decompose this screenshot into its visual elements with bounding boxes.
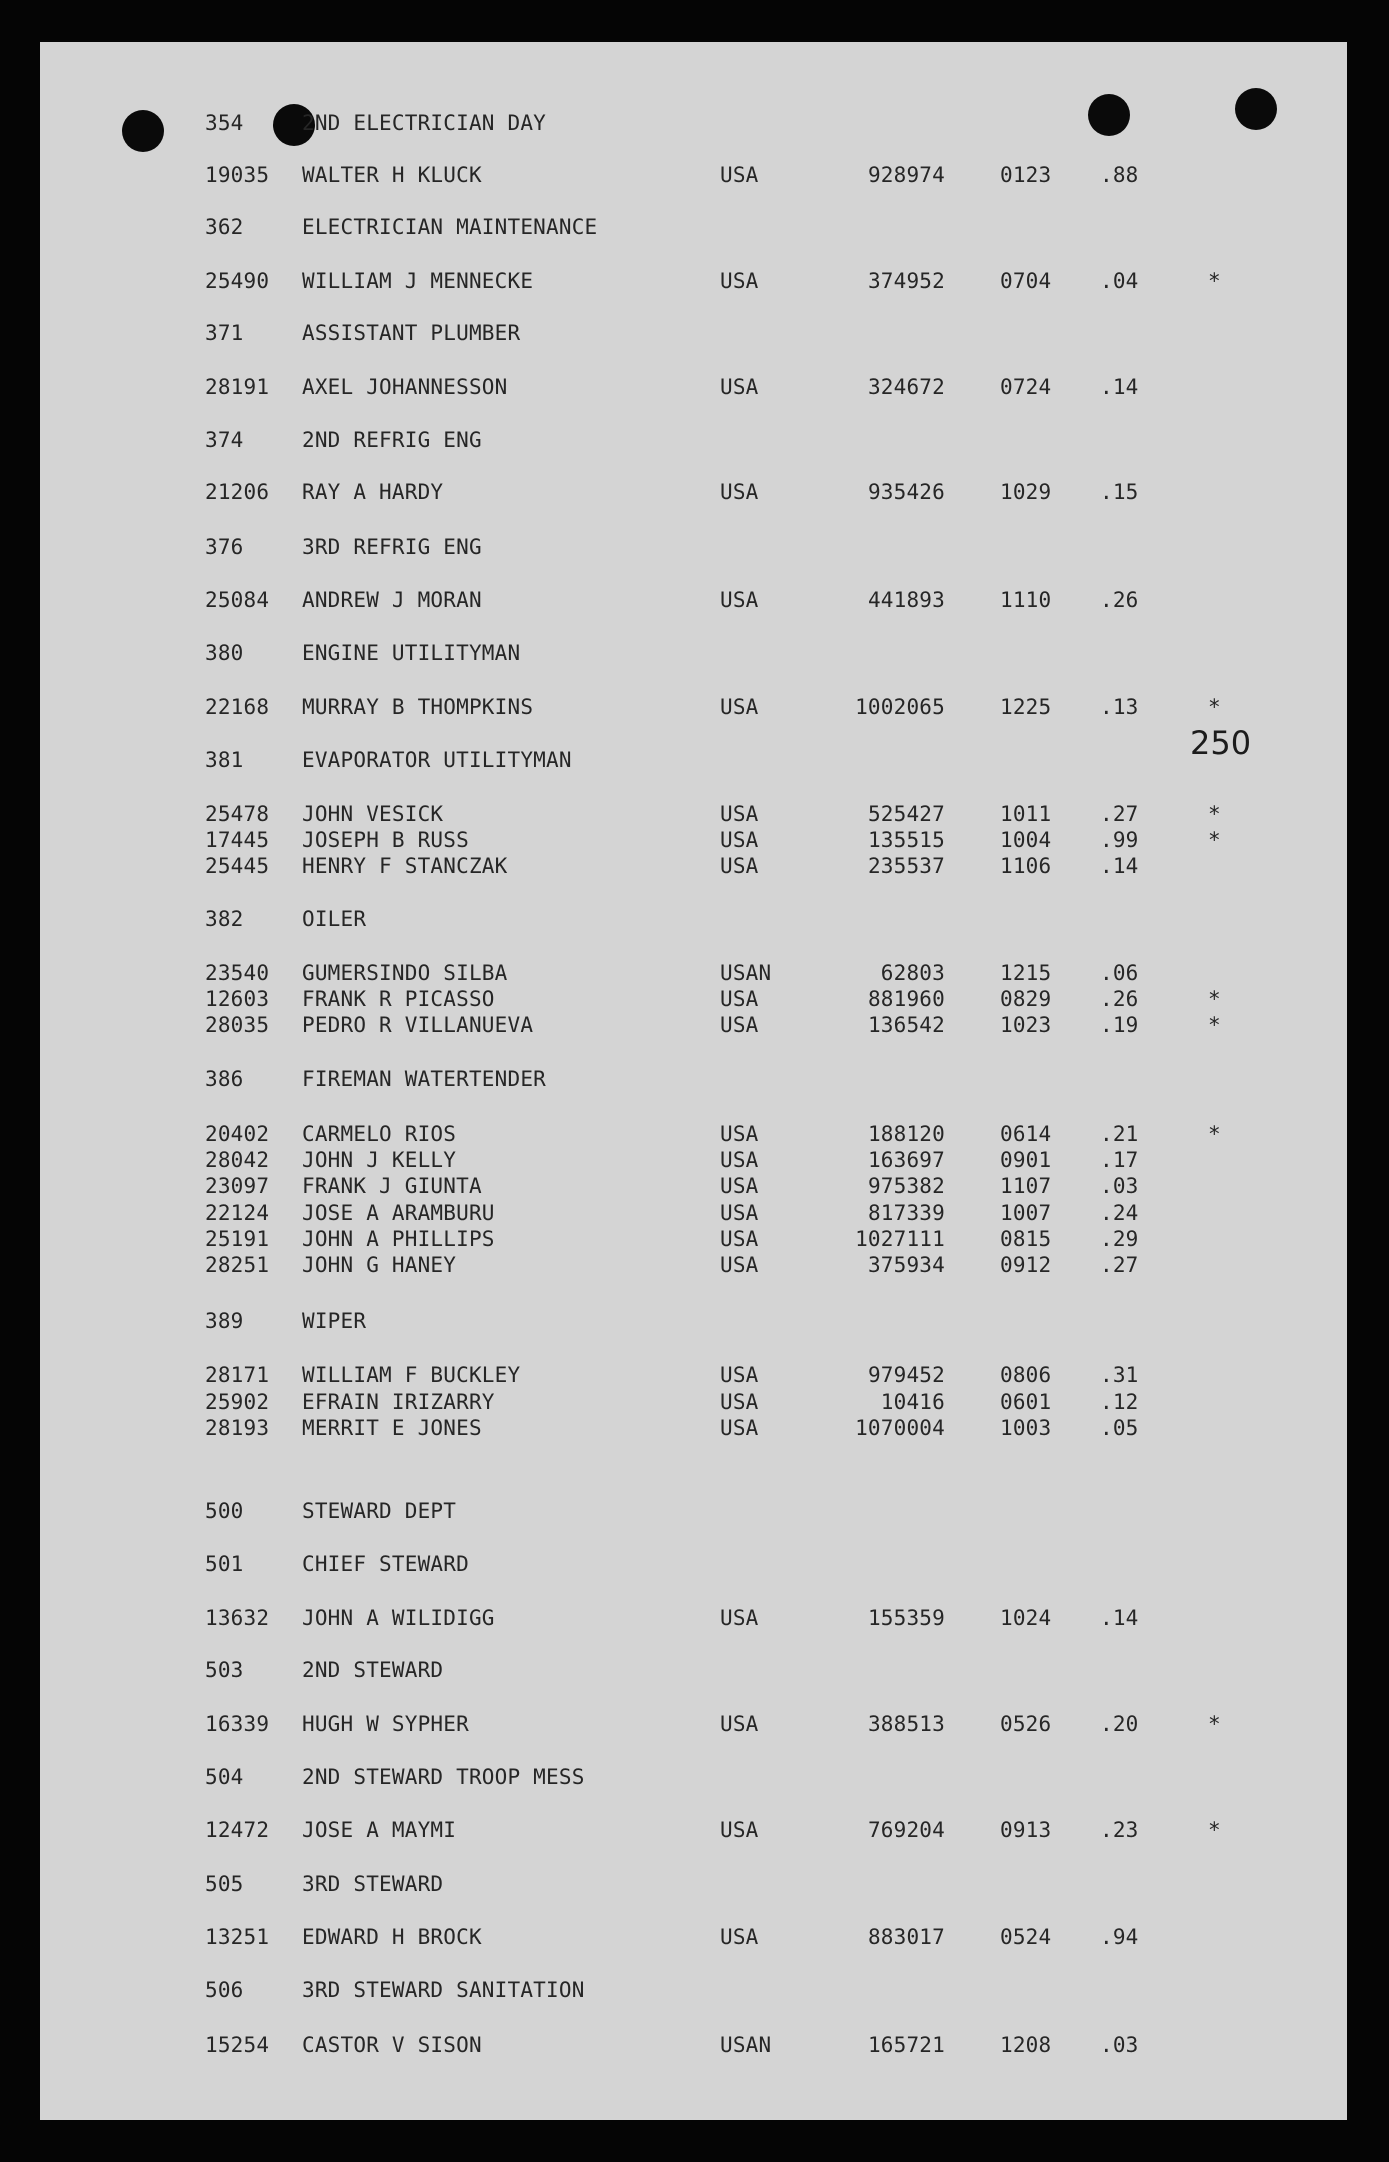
crew-row (40, 162, 1347, 188)
row-name: MERRIT E JONES (302, 1416, 482, 1440)
row-name: JOHN A WILIDIGG (302, 1606, 495, 1630)
position-heading-row (40, 1551, 1347, 1577)
row-code: 28042 (205, 1148, 270, 1172)
row-rate: .05 (1100, 1416, 1139, 1440)
row-date-code: 0123 (1000, 163, 1052, 187)
crew-row (40, 374, 1347, 400)
row-date-code: 1208 (1000, 2033, 1052, 2057)
row-rate: .13 (1100, 695, 1139, 719)
row-mark: * (1208, 269, 1221, 293)
row-code: 22168 (205, 695, 270, 719)
row-rate: .26 (1100, 987, 1139, 1011)
row-code: 25084 (205, 588, 270, 612)
row-name: WIPER (302, 1309, 367, 1333)
row-name: ANDREW J MORAN (302, 588, 482, 612)
crew-row (40, 1924, 1347, 1950)
row-nationality: USA (720, 1925, 759, 1949)
row-name: JOHN G HANEY (302, 1253, 457, 1277)
row-code: 23540 (205, 961, 270, 985)
row-code: 13251 (205, 1925, 270, 1949)
row-code: 381 (205, 748, 244, 772)
row-code: 386 (205, 1067, 244, 1091)
row-number: 155359 (867, 1606, 945, 1630)
row-number: 163697 (867, 1148, 945, 1172)
crew-row (40, 1226, 1347, 1252)
row-code: 28191 (205, 375, 270, 399)
row-number: 374952 (867, 269, 945, 293)
row-nationality: USA (720, 695, 759, 719)
row-mark: * (1208, 802, 1221, 826)
row-name: FIREMAN WATERTENDER (302, 1067, 547, 1091)
crew-row (40, 268, 1347, 294)
row-number: 441893 (867, 588, 945, 612)
row-code: 501 (205, 1552, 244, 1576)
row-name: JOHN J KELLY (302, 1148, 457, 1172)
row-name: WILLIAM F BUCKLEY (302, 1363, 521, 1387)
position-heading-row (40, 640, 1347, 666)
row-code: 506 (205, 1978, 244, 2002)
row-nationality: USA (720, 828, 759, 852)
row-code: 20402 (205, 1122, 270, 1146)
row-name: 3RD REFRIG ENG (302, 535, 482, 559)
row-rate: .04 (1100, 269, 1139, 293)
crew-row (40, 1012, 1347, 1038)
row-number: 375934 (867, 1253, 945, 1277)
row-code: 371 (205, 321, 244, 345)
row-date-code: 1225 (1000, 695, 1052, 719)
row-nationality: USA (720, 1174, 759, 1198)
row-nationality: USA (720, 375, 759, 399)
row-name: JOSE A ARAMBURU (302, 1201, 495, 1225)
row-code: 19035 (205, 163, 270, 187)
row-number: 10416 (880, 1390, 945, 1414)
row-code: 25902 (205, 1390, 270, 1414)
row-nationality: USAN (720, 2033, 772, 2057)
crew-row (40, 801, 1347, 827)
row-code: 500 (205, 1499, 244, 1523)
row-rate: .19 (1100, 1013, 1139, 1037)
row-rate: .24 (1100, 1201, 1139, 1225)
position-heading-row (40, 1308, 1347, 1334)
row-date-code: 1110 (1000, 588, 1052, 612)
row-nationality: USA (720, 163, 759, 187)
row-number: 883017 (867, 1925, 945, 1949)
row-rate: .94 (1100, 1925, 1139, 1949)
row-date-code: 1106 (1000, 854, 1052, 878)
row-number: 165721 (867, 2033, 945, 2057)
crew-row (40, 479, 1347, 505)
row-date-code: 1023 (1000, 1013, 1052, 1037)
row-name: 2ND ELECTRICIAN DAY (302, 111, 547, 135)
row-number: 1070004 (855, 1416, 945, 1440)
crew-row (40, 2032, 1347, 2058)
row-nationality: USA (720, 1148, 759, 1172)
row-code: 389 (205, 1309, 244, 1333)
row-number: 928974 (867, 163, 945, 187)
row-date-code: 1011 (1000, 802, 1052, 826)
row-number: 935426 (867, 480, 945, 504)
row-number: 135515 (867, 828, 945, 852)
row-code: 25490 (205, 269, 270, 293)
crew-row (40, 1252, 1347, 1278)
row-rate: .03 (1100, 1174, 1139, 1198)
row-name: 3RD STEWARD SANITATION (302, 1978, 585, 2002)
row-name: JOHN A PHILLIPS (302, 1227, 495, 1251)
row-rate: .03 (1100, 2033, 1139, 2057)
row-name: 2ND STEWARD (302, 1658, 444, 1682)
row-date-code: 0806 (1000, 1363, 1052, 1387)
row-name: MURRAY B THOMPKINS (302, 695, 534, 719)
row-number: 235537 (867, 854, 945, 878)
row-code: 504 (205, 1765, 244, 1789)
row-nationality: USA (720, 1416, 759, 1440)
position-heading-row (40, 214, 1347, 240)
row-code: 12472 (205, 1818, 270, 1842)
row-number: 1027111 (855, 1227, 945, 1251)
row-date-code: 0526 (1000, 1712, 1052, 1736)
row-rate: .20 (1100, 1712, 1139, 1736)
row-rate: .14 (1100, 1606, 1139, 1630)
row-number: 817339 (867, 1201, 945, 1225)
row-date-code: 0913 (1000, 1818, 1052, 1842)
crew-row (40, 1200, 1347, 1226)
row-rate: .21 (1100, 1122, 1139, 1146)
row-number: 188120 (867, 1122, 945, 1146)
crew-row (40, 1605, 1347, 1631)
row-mark: * (1208, 828, 1221, 852)
row-nationality: USA (720, 1227, 759, 1251)
row-code: 25445 (205, 854, 270, 878)
row-name: ELECTRICIAN MAINTENANCE (302, 215, 598, 239)
row-number: 62803 (880, 961, 945, 985)
row-code: 16339 (205, 1712, 270, 1736)
row-rate: .17 (1100, 1148, 1139, 1172)
row-rate: .27 (1100, 1253, 1139, 1277)
row-mark: * (1208, 1013, 1221, 1037)
document-page (40, 42, 1347, 2120)
row-code: 354 (205, 111, 244, 135)
crew-row (40, 1362, 1347, 1388)
row-code: 21206 (205, 480, 270, 504)
row-date-code: 0704 (1000, 269, 1052, 293)
row-code: 380 (205, 641, 244, 665)
row-rate: .99 (1100, 828, 1139, 852)
row-date-code: 1107 (1000, 1174, 1052, 1198)
row-nationality: USA (720, 854, 759, 878)
row-nationality: USA (720, 1390, 759, 1414)
row-code: 505 (205, 1872, 244, 1896)
position-heading-row (40, 906, 1347, 932)
row-rate: .26 (1100, 588, 1139, 612)
row-nationality: USA (720, 1253, 759, 1277)
row-name: HENRY F STANCZAK (302, 854, 508, 878)
crew-row (40, 1147, 1347, 1173)
row-number: 979452 (867, 1363, 945, 1387)
row-nationality: USA (720, 987, 759, 1011)
row-name: ENGINE UTILITYMAN (302, 641, 521, 665)
row-nationality: USA (720, 588, 759, 612)
row-code: 15254 (205, 2033, 270, 2057)
row-name: 3RD STEWARD (302, 1872, 444, 1896)
row-date-code: 1004 (1000, 828, 1052, 852)
position-heading-row (40, 1871, 1347, 1897)
row-code: 376 (205, 535, 244, 559)
row-name: PEDRO R VILLANUEVA (302, 1013, 534, 1037)
row-nationality: USA (720, 1606, 759, 1630)
row-code: 362 (205, 215, 244, 239)
crew-row (40, 1415, 1347, 1441)
row-date-code: 1003 (1000, 1416, 1052, 1440)
row-mark: * (1208, 987, 1221, 1011)
row-nationality: USA (720, 1013, 759, 1037)
row-date-code: 1029 (1000, 480, 1052, 504)
row-name: OILER (302, 907, 367, 931)
row-code: 25478 (205, 802, 270, 826)
row-name: FRANK R PICASSO (302, 987, 495, 1011)
row-rate: .06 (1100, 961, 1139, 985)
row-number: 136542 (867, 1013, 945, 1037)
row-rate: .15 (1100, 480, 1139, 504)
position-heading-row (40, 747, 1347, 773)
crew-row (40, 853, 1347, 879)
crew-row (40, 827, 1347, 853)
crew-row (40, 1121, 1347, 1147)
row-nationality: USA (720, 1818, 759, 1842)
position-heading-row (40, 110, 1347, 136)
row-name: JOHN VESICK (302, 802, 444, 826)
row-code: 382 (205, 907, 244, 931)
crew-row (40, 1711, 1347, 1737)
row-code: 22124 (205, 1201, 270, 1225)
row-nationality: USAN (720, 961, 772, 985)
crew-row (40, 960, 1347, 986)
row-nationality: USA (720, 1363, 759, 1387)
row-nationality: USA (720, 1122, 759, 1146)
row-name: JOSEPH B RUSS (302, 828, 469, 852)
row-code: 25191 (205, 1227, 270, 1251)
row-name: EDWARD H BROCK (302, 1925, 482, 1949)
row-date-code: 0912 (1000, 1253, 1052, 1277)
row-nationality: USA (720, 802, 759, 826)
position-heading-row (40, 1977, 1347, 2003)
row-rate: .14 (1100, 375, 1139, 399)
position-heading-row (40, 320, 1347, 346)
row-date-code: 0829 (1000, 987, 1052, 1011)
row-code: 503 (205, 1658, 244, 1682)
row-rate: .29 (1100, 1227, 1139, 1251)
row-date-code: 1215 (1000, 961, 1052, 985)
row-nationality: USA (720, 269, 759, 293)
row-name: JOSE A MAYMI (302, 1818, 457, 1842)
position-heading-row (40, 427, 1347, 453)
page-number-stamp: 250 (1190, 724, 1252, 762)
row-name: WILLIAM J MENNECKE (302, 269, 534, 293)
row-number: 1002065 (855, 695, 945, 719)
crew-row (40, 1389, 1347, 1415)
row-name: RAY A HARDY (302, 480, 444, 504)
row-date-code: 0614 (1000, 1122, 1052, 1146)
row-name: GUMERSINDO SILBA (302, 961, 508, 985)
row-number: 769204 (867, 1818, 945, 1842)
row-number: 975382 (867, 1174, 945, 1198)
crew-row (40, 694, 1347, 720)
row-date-code: 1024 (1000, 1606, 1052, 1630)
row-nationality: USA (720, 480, 759, 504)
row-rate: .88 (1100, 163, 1139, 187)
row-code: 17445 (205, 828, 270, 852)
row-rate: .31 (1100, 1363, 1139, 1387)
row-code: 23097 (205, 1174, 270, 1198)
row-name: WALTER H KLUCK (302, 163, 482, 187)
row-nationality: USA (720, 1712, 759, 1736)
row-nationality: USA (720, 1201, 759, 1225)
row-code: 13632 (205, 1606, 270, 1630)
position-heading-row (40, 1066, 1347, 1092)
crew-row (40, 587, 1347, 613)
row-code: 28251 (205, 1253, 270, 1277)
row-mark: * (1208, 695, 1221, 719)
row-code: 28171 (205, 1363, 270, 1387)
row-code: 28193 (205, 1416, 270, 1440)
row-code: 12603 (205, 987, 270, 1011)
row-number: 388513 (867, 1712, 945, 1736)
row-rate: .12 (1100, 1390, 1139, 1414)
row-mark: * (1208, 1712, 1221, 1736)
row-name: 2ND STEWARD TROOP MESS (302, 1765, 585, 1789)
row-date-code: 0901 (1000, 1148, 1052, 1172)
row-number: 525427 (867, 802, 945, 826)
row-date-code: 0815 (1000, 1227, 1052, 1251)
position-heading-row (40, 1498, 1347, 1524)
row-number: 324672 (867, 375, 945, 399)
row-name: CASTOR V SISON (302, 2033, 482, 2057)
row-name: EVAPORATOR UTILITYMAN (302, 748, 572, 772)
row-name: CHIEF STEWARD (302, 1552, 469, 1576)
row-mark: * (1208, 1818, 1221, 1842)
row-rate: .14 (1100, 854, 1139, 878)
row-name: EFRAIN IRIZARRY (302, 1390, 495, 1414)
row-name: HUGH W SYPHER (302, 1712, 469, 1736)
row-name: CARMELO RIOS (302, 1122, 457, 1146)
row-name: AXEL JOHANNESSON (302, 375, 508, 399)
row-date-code: 0724 (1000, 375, 1052, 399)
position-heading-row (40, 534, 1347, 560)
row-date-code: 0524 (1000, 1925, 1052, 1949)
row-rate: .27 (1100, 802, 1139, 826)
row-number: 881960 (867, 987, 945, 1011)
position-heading-row (40, 1657, 1347, 1683)
row-name: ASSISTANT PLUMBER (302, 321, 521, 345)
row-date-code: 1007 (1000, 1201, 1052, 1225)
row-name: FRANK J GIUNTA (302, 1174, 482, 1198)
row-date-code: 0601 (1000, 1390, 1052, 1414)
position-heading-row (40, 1764, 1347, 1790)
row-code: 374 (205, 428, 244, 452)
row-mark: * (1208, 1122, 1221, 1146)
row-name: STEWARD DEPT (302, 1499, 457, 1523)
row-code: 28035 (205, 1013, 270, 1037)
crew-row (40, 1173, 1347, 1199)
row-rate: .23 (1100, 1818, 1139, 1842)
crew-row (40, 986, 1347, 1012)
row-name: 2ND REFRIG ENG (302, 428, 482, 452)
crew-row (40, 1817, 1347, 1843)
